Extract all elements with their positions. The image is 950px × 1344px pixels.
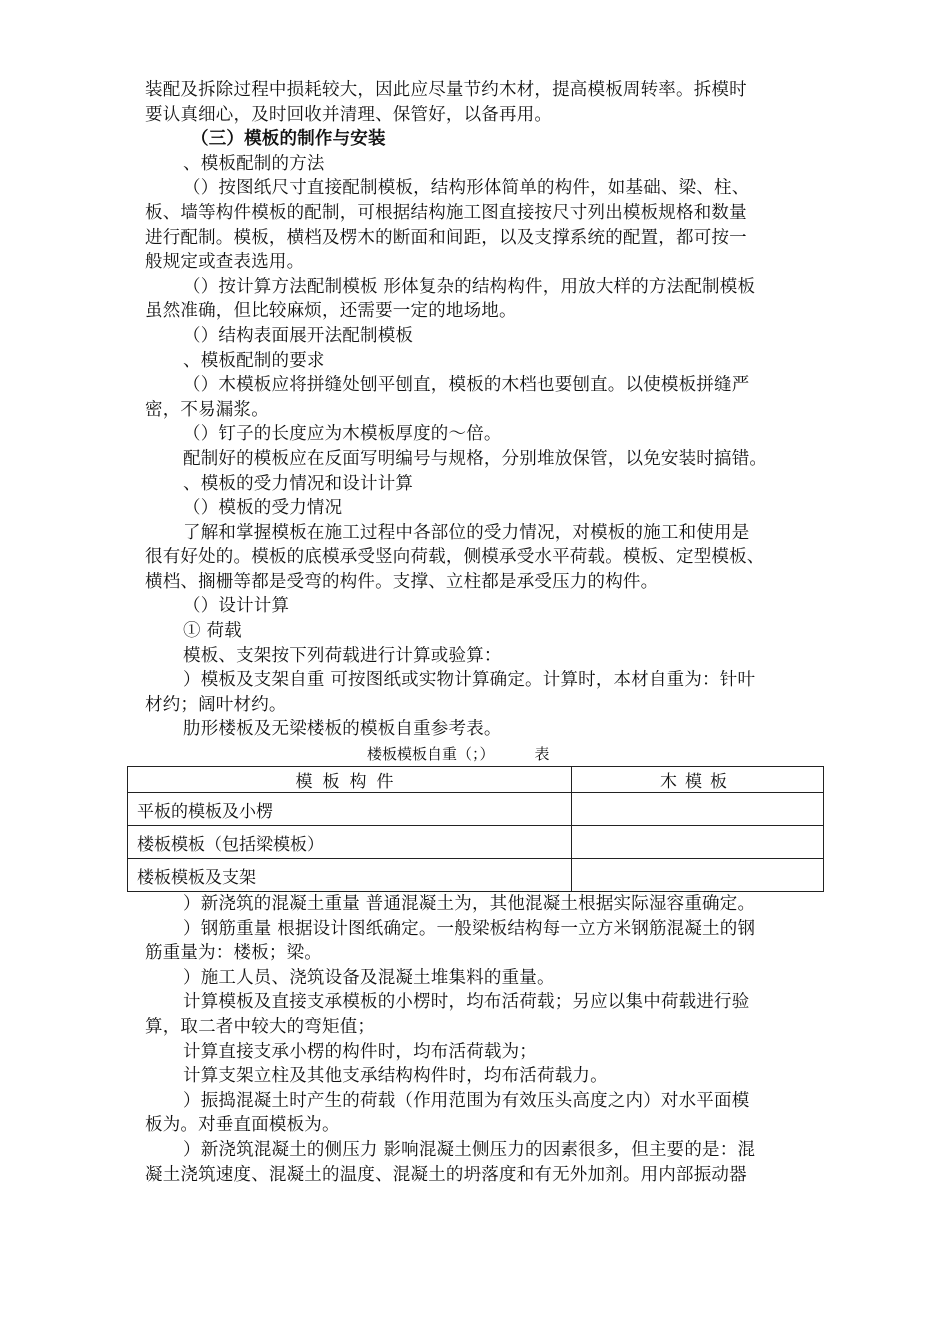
text-line: 板、墙等构件模板的配制，可根据结构施工图直接按尺寸列出模板规格和数量: [145, 202, 747, 223]
text-line: 材约；阔叶材约。: [145, 694, 287, 715]
text-line: 密，不易漏浆。: [145, 399, 269, 420]
text-line: 板为。对垂直面模板为。: [145, 1115, 340, 1136]
text-line: 装配及拆除过程中损耗较大，因此应尽量节约木材，提高模板周转率。拆模时: [145, 80, 747, 100]
document-page: [137, 78, 825, 1187]
text-line: 很有好处的。模板的底模承受竖向荷载，侧模承受水平荷载。模板、定型模板、: [145, 547, 765, 568]
text-line: ）新浇筑混凝土的侧压力 影响混凝土侧压力的因素很多，但主要的是：混: [183, 1139, 756, 1160]
table-header-wood-formwork: 木模板: [572, 767, 824, 793]
table-row: [128, 793, 824, 826]
text-line: ）施工人员、浇筑设备及混凝土堆集料的重量。: [183, 967, 555, 988]
text-line: ① 荷载: [183, 621, 242, 642]
table-header-component: 模板构件: [128, 767, 572, 793]
text-line: 要认真细心，及时回收并清理、保管好，以备再用。: [145, 104, 553, 125]
table-cell: [572, 859, 824, 892]
text-line: 筋重量为：楼板；梁。: [145, 943, 322, 964]
table-cell: 平板的模板及小楞: [128, 793, 572, 826]
table-caption: [145, 742, 825, 766]
text-line: 肋形楼板及无梁楼板的模板自重参考表。: [183, 719, 502, 740]
text-line: ）钢筋重量 根据设计图纸确定。一般梁板结构每一立方米钢筋混凝土的钢: [183, 918, 756, 939]
text-line: 虽然准确，但比较麻烦，还需要一定的地场地。: [145, 301, 517, 322]
table-row: [128, 859, 824, 892]
text-line: 配制好的模板应在反面写明编号与规格，分别堆放保管，以免安装时搞错。: [183, 448, 768, 469]
text-line: （）按计算方法配制模板 形体复杂的结构构件，用放大样的方法配制模板: [183, 276, 756, 297]
text-line: （）钉子的长度应为木模板厚度的～倍。: [183, 424, 502, 445]
table-row: [128, 826, 824, 859]
text-line: （）模板的受力情况: [183, 498, 343, 519]
text-line: 、模板配制的要求: [183, 350, 325, 371]
text-line: ）振捣混凝土时产生的荷载（作用范围为有效压头高度之内）对水平面模: [183, 1090, 750, 1111]
section-heading: （三）模板的制作与安装: [191, 129, 386, 150]
table-header-row: [128, 767, 824, 793]
text-line: （）设计计算: [183, 596, 290, 617]
table-cell: [572, 793, 824, 826]
text-line: 计算模板及直接支承模板的小楞时，均布活荷载；另应以集中荷载进行验: [183, 992, 750, 1013]
table-cell: 楼板模板及支架: [128, 859, 572, 892]
text-line: 凝土浇筑速度、混凝土的温度、混凝土的坍落度和有无外加剂。用内部振动器: [145, 1164, 747, 1185]
text-line: 进行配制。模板，横档及楞木的断面和间距，以及支撑系统的配置，都可按一: [145, 227, 747, 248]
text-line: ）新浇筑的混凝土重量 普通混凝土为，其他混凝土根据实际湿容重确定。: [183, 894, 756, 915]
text-line: 、模板的受力情况和设计计算: [183, 473, 414, 494]
body-text-after-table: [145, 892, 825, 1187]
table-caption-suffix: 表: [534, 745, 550, 764]
text-line: （）结构表面展开法配制模板: [183, 325, 414, 346]
text-line: 般规定或查表选用。: [145, 252, 305, 273]
text-line: 算，取二者中较大的弯矩值；: [145, 1017, 376, 1037]
table-cell: [572, 826, 824, 859]
text-line: 模板、支架按下列荷载进行计算或验算：: [183, 645, 502, 666]
body-text-before-table: [145, 78, 825, 742]
text-line: 了解和掌握模板在施工过程中各部位的受力情况，对模板的施工和使用是: [183, 522, 750, 543]
table-cell: 楼板模板（包括梁模板）: [128, 826, 572, 859]
text-line: 计算直接支承小楞的构件时，均布活荷载为；: [183, 1041, 537, 1062]
formwork-weight-table: [127, 766, 824, 892]
table-caption-title: 楼板模板自重（；）: [367, 745, 495, 764]
text-line: 、模板配制的方法: [183, 153, 325, 174]
text-line: （）按图纸尺寸直接配制模板，结构形体简单的构件，如基础、梁、柱、: [183, 178, 750, 199]
text-line: （）木模板应将拼缝处刨平刨直，模板的木档也要刨直。以使模板拼缝严: [183, 375, 750, 396]
text-line: ）模板及支架自重 可按图纸或实物计算确定。计算时，本材自重为：针叶: [183, 670, 756, 691]
text-line: 横档、搁栅等都是受弯的构件。支撑、立柱都是承受压力的构件。: [145, 571, 659, 592]
text-line: 计算支架立柱及其他支承结构构件时，均布活荷载力。: [183, 1066, 608, 1087]
